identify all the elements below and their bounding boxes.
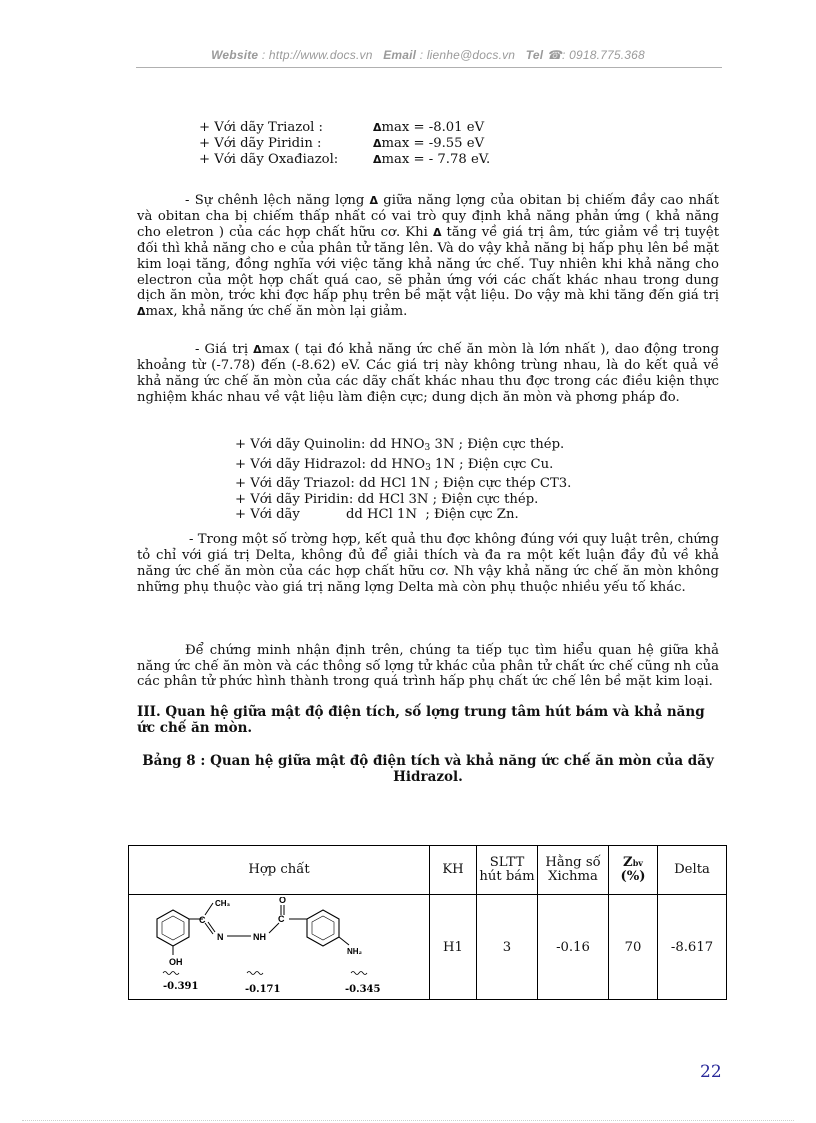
website-url[interactable]: : http://www.docs.vn: [261, 48, 373, 62]
list-item: + Với dãy Piridin: dd HCl 3N ; Điện cực thép.: [235, 491, 539, 507]
charge-label-1: -0.391: [163, 981, 199, 992]
list-item: + Với dãy Hidrazol: dd $HNO_3$ 1N ; Điện cực Cu.: [235, 456, 554, 473]
o-label: O: [279, 897, 287, 905]
email-label: Email: [383, 48, 417, 62]
oh-label: OH: [169, 957, 183, 967]
table-caption: Bảng 8 : Quan hệ giữa mật độ điện tích và khả năng ức chế ăn mòn của dãy Hidrazol.: [142, 753, 714, 785]
delta-icon: Δ: [369, 194, 379, 207]
hidrazol-table: [128, 845, 727, 1000]
delta-icon: Δ: [137, 305, 146, 319]
cell-sltt: 3: [477, 895, 538, 1000]
col-hang-so: Hằng số Xichma: [538, 846, 609, 895]
charge-marker-1: [163, 972, 179, 975]
nh2-label: NH₂: [347, 947, 363, 956]
molecule-structure-diagram: [129, 897, 425, 997]
c-ch3-bond: [205, 903, 213, 915]
page-header: [136, 48, 720, 62]
website-label: Website: [211, 48, 259, 62]
delta-icon: Δ: [432, 225, 442, 239]
footer-divider: [22, 1120, 794, 1121]
n-label: N: [217, 932, 224, 942]
benzene-ring-right-inner: [312, 916, 334, 940]
paragraph-exceptions: - Trong một số trờng hợp, kết quả thu đợc không đúng với quy luật trên, chứng tỏ chỉ với giá trị Delta, không đủ để giải thích và đa ra một kết luận đầy đủ về khả năng ức chế ăn mòn của các hợp chất hữu cơ. Nh vậy khả năng ức chế ăn mòn không những phụ thuộc vào giá trị năng lợng Delta mà còn phụ thuộc nhiều yếu tố khác.: [137, 532, 719, 595]
list-item: + Với dãy Quinolin: dd $HNO_3$ 3N ; Điện cực thép.: [235, 437, 565, 453]
cell-zbv: 70: [609, 895, 658, 1000]
experimental-conditions-list: [235, 437, 571, 523]
benzene-ring-left-inner: [162, 916, 184, 940]
charge-marker-3: [351, 972, 367, 975]
cell-delta: -8.617: [658, 895, 727, 1000]
charge-label-2: -0.171: [245, 984, 281, 995]
list-item: + Với dãy Triazol: dd HCl 1N ; Điện cực thép CT3.: [235, 476, 572, 492]
paragraph-delta-max-range: - Giá trị Δmax ( tại đó khả năng ức chế ăn mòn là lớn nhất ), dao động trong khoảng từ (-7.78) đến (-8.62) eV. Các giá trị này không trùng nhau, là do kết quả về khả năng ức chế ăn mòn của các dãy chất khác nhau thu đợc trong các điều kiện thực nghiệm khác nhau về vật liệu làm điện cực; dung dịch ăn mòn và phơng pháp đo.: [137, 342, 720, 405]
c1-label: C: [199, 915, 206, 925]
paragraph-energy-gap: - Sự chênh lệch năng lợng Δ giữa năng lợng của obitan bị chiếm đầy cao nhất và obitan cha bị chiếm thấp nhất có vai trò quy định khả năng phản ứng ( khả năng cho eletron ) của các hợp chất hữu cơ. Khi Δ tăng về giá trị âm, tức giảm về trị tuyệt đối thì khả năng cho e của phân tử tăng lên. Và do vậy khả năng bị hấp phụ lên bề mặt kim loại tăng, đồng nghĩa với việc tăng khả năng ức chế. Tuy nhiên khi khả năng cho electron của một hợp chất quá cao, sẽ phản ứng với các chất khác nhau trong dung dịch ăn mòn, trớc khi đợc hấp phụ trên bề mặt vật liệu. Do vậy mà khi tăng đến giá trị Δmax, khả năng ức chế ăn mòn lại giảm.: [137, 193, 719, 320]
tel-label: Tel: [525, 48, 544, 62]
cell-kh: H1: [430, 895, 477, 1000]
col-delta: Delta: [658, 846, 727, 895]
c-n-bond-a: [205, 923, 213, 934]
delta-icon: Δ: [373, 153, 382, 166]
col-sltt: SLTT hút bám: [477, 846, 538, 895]
table-header-row: [129, 846, 727, 895]
ch3-label: CH₃: [215, 899, 231, 908]
page-number: 22: [700, 1062, 722, 1082]
nh-c-bond: [269, 923, 279, 933]
cell-sigma: -0.16: [538, 895, 609, 1000]
col-zbv: Zbv (%): [609, 846, 658, 895]
phone-icon: ☎: [546, 48, 562, 62]
paragraph-further-study: Để chứng minh nhận định trên, chúng ta tiếp tục tìm hiểu quan hệ giữa khả năng ức chế ăn mòn và các thông số lợng tử khác của phân tử chất ức chế cũng nh của các phân tử phức hình thành trong quá trình hấp phụ chất ức chế lên bề mặt kim loại.: [137, 643, 719, 690]
nh-label: NH: [253, 932, 266, 942]
col-kh: KH: [430, 846, 477, 895]
c2-label: C: [278, 914, 285, 924]
email-address[interactable]: : lienhe@docs.vn: [419, 48, 516, 62]
delta-icon: Δ: [373, 121, 382, 134]
list-item: + Với dãy Triazol : Δmax = -8.01 eV: [199, 120, 485, 135]
nh2-bond: [339, 937, 349, 945]
header-divider: [136, 67, 722, 68]
list-item: + Với dãy Piridin : Δmax = -9.55 eV: [199, 136, 485, 151]
delta-icon: Δ: [253, 343, 262, 356]
section-heading: III. Quan hệ giữa mật độ điện tích, số lợng trung tâm hút bám và khả năng ức chế ăn mòn.: [137, 704, 705, 736]
delta-max-list: [199, 120, 490, 168]
compound-structure-cell: [129, 895, 430, 1000]
delta-icon: Δ: [373, 137, 382, 150]
c-n-bond-b: [208, 922, 215, 932]
table-row: [129, 895, 727, 1000]
tel-number: : 0918.775.368: [562, 48, 645, 62]
charge-marker-2: [247, 972, 263, 975]
list-item: + Với dãy dd HCl 1N ; Điện cực Zn.: [235, 507, 519, 523]
charge-label-3: -0.345: [345, 984, 381, 995]
col-compound: Hợp chất: [129, 846, 430, 895]
list-item: + Với dãy Oxađiazol: Δmax = - 7.78 eV.: [199, 152, 491, 167]
